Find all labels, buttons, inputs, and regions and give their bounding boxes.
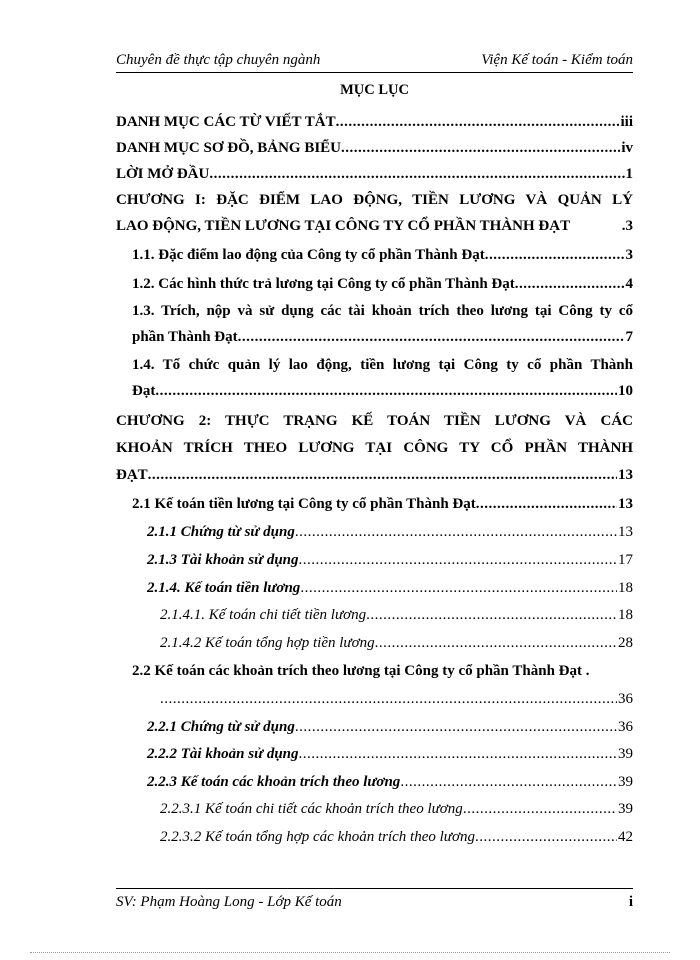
toc-label: LỜI MỞ ĐẦU <box>116 166 210 182</box>
toc-label: 2.1 Kế toán tiền lương tại Công ty cổ phần Thành Đạt <box>132 496 476 512</box>
toc-leader <box>299 549 617 571</box>
toc-label: 2.2.1 Chứng từ sử dụng <box>147 719 295 735</box>
toc-label: 1.1. Đặc điểm lao động của Công ty cổ phần Thành Đạt <box>132 247 485 263</box>
toc-page: 42 <box>618 829 633 845</box>
toc-page: 4 <box>625 276 633 292</box>
toc-entry-2-2-2[interactable] <box>147 743 633 765</box>
header-left: Chuyên đề thực tập chuyên ngành <box>116 52 321 68</box>
toc-label: DANH MỤC CÁC TỪ VIẾT TẮT <box>116 114 336 130</box>
toc-page: 28 <box>618 635 633 651</box>
toc-leader <box>515 273 625 295</box>
header-right: Viện Kế toán - Kiểm toán <box>481 52 633 68</box>
toc-label: DANH MỤC SƠ ĐỒ, BẢNG BIỂU <box>116 140 342 156</box>
toc-leader <box>375 632 617 654</box>
toc-label: LAO ĐỘNG, TIỀN LƯƠNG TẠI CÔNG TY CỔ PHẦN THÀNH ĐẠT <box>116 218 571 234</box>
toc-entry-1-4-line-1[interactable]: 1.4. Tổ chức quản lý lao động, tiền lương tại Công ty cổ phần Thành <box>132 357 633 373</box>
toc-leader <box>485 244 625 266</box>
toc-entry-2-1-3[interactable] <box>147 549 633 571</box>
toc-title: MỤC LỤC <box>340 82 409 98</box>
toc-entry-2-1-1[interactable] <box>147 521 633 543</box>
toc-chapter-1[interactable] <box>116 215 633 237</box>
toc-label: ĐẠT <box>116 467 148 483</box>
toc-leader <box>155 380 617 402</box>
toc-entry-1-2[interactable] <box>132 273 633 295</box>
toc-chapter-2-line-2[interactable]: KHOẢN TRÍCH THEO LƯƠNG TẠI CÔNG TY CỔ PHẦN THÀNH <box>116 440 633 456</box>
toc-entry-loi-mo-dau[interactable] <box>116 163 633 185</box>
toc-leader <box>295 716 617 738</box>
toc-label: 2.2 Kế toán các khoản trích theo lương tại Công ty cổ phần Thành Đạt . <box>132 663 590 679</box>
footer-page-number: i <box>628 894 633 910</box>
toc-label: 2.1.4.1. Kế toán chi tiết tiền lương <box>160 607 367 623</box>
toc-entry-2-2-1[interactable] <box>147 716 633 738</box>
toc-entry-2-2-line-1[interactable] <box>132 660 633 682</box>
toc-entry-2-1-4-1[interactable] <box>160 604 633 626</box>
toc-entry-2-2-3-2[interactable] <box>160 826 633 848</box>
toc-leader <box>476 493 617 515</box>
toc-leader <box>400 771 617 793</box>
toc-leader <box>160 688 617 710</box>
toc-leader <box>336 111 620 133</box>
toc-leader <box>341 137 620 159</box>
toc-leader <box>463 798 617 820</box>
toc-leader <box>299 743 617 765</box>
toc-label: 2.2.3.1 Kế toán chi tiết các khoản trích theo lương <box>160 801 463 817</box>
toc-page: iii <box>620 114 633 130</box>
toc-label: 2.2.3 Kế toán các khoản trích theo lương <box>147 774 401 790</box>
toc-entry-1-3[interactable] <box>132 326 633 348</box>
toc-label: 1.2. Các hình thức trả lương tại Công ty cổ phần Thành Đạt <box>132 276 515 292</box>
toc-page: .3 <box>621 218 633 234</box>
toc-page: 13 <box>618 524 633 540</box>
toc-label: 2.2.3.2 Kế toán tổng hợp các khoản trích theo lương <box>160 829 475 845</box>
toc-entry-2-1-4[interactable] <box>147 577 633 599</box>
toc-page: 36 <box>618 691 633 707</box>
toc-page: 13 <box>618 467 633 483</box>
toc-leader <box>209 163 624 185</box>
toc-entry-1-3-line-1[interactable]: 1.3. Trích, nộp và sử dụng các tài khoản trích theo lương tại Công ty cổ <box>132 303 633 319</box>
toc-page: 10 <box>618 383 633 399</box>
toc-label: 2.2.2 Tài khoản sử dụng <box>147 746 299 762</box>
toc-entry-so-do[interactable] <box>116 137 633 159</box>
toc-label: 2.1.1 Chứng từ sử dụng <box>147 524 295 540</box>
toc-page: 36 <box>618 719 633 735</box>
toc-page: 18 <box>618 580 633 596</box>
toc-leader <box>148 464 617 486</box>
toc-label: Đạt <box>132 383 156 399</box>
toc-entry-2-2-3-1[interactable] <box>160 798 633 820</box>
toc-entry-2-2-3[interactable] <box>147 771 633 793</box>
page-footer <box>116 892 633 912</box>
toc-page: 1 <box>625 166 633 182</box>
toc-chapter-2-line-1[interactable]: CHƯƠNG 2: THỰC TRẠNG KẾ TOÁN TIỀN LƯƠNG VÀ CÁC <box>116 413 633 429</box>
toc-page: 39 <box>618 746 633 762</box>
toc-leader <box>300 577 617 599</box>
toc-entry-2-1-4-2[interactable] <box>160 632 633 654</box>
toc-entry-1-4[interactable] <box>132 380 633 402</box>
toc-page: 7 <box>625 329 633 345</box>
toc-page: 3 <box>625 247 633 263</box>
toc-chapter-2[interactable] <box>116 464 633 486</box>
footer-author: SV: Phạm Hoàng Long - Lớp Kế toán <box>116 894 342 910</box>
toc-label: 2.1.4. Kế toán tiền lương <box>147 580 301 596</box>
toc-entry-1-1[interactable] <box>132 244 633 266</box>
toc-label: 2.1.3 Tài khoản sử dụng <box>147 552 299 568</box>
toc-label: 2.1.4.2 Kế toán tổng hợp tiền lương <box>160 635 375 651</box>
toc-page: 39 <box>618 774 633 790</box>
toc-leader <box>295 521 617 543</box>
toc-entry-viet-tat[interactable] <box>116 111 633 133</box>
toc-page: 39 <box>618 801 633 817</box>
toc-leader <box>366 604 617 626</box>
toc-leader <box>238 326 625 348</box>
toc-entry-2-2[interactable] <box>160 688 633 710</box>
toc-label: phần Thành Đạt <box>132 329 238 345</box>
toc-entry-2-1[interactable] <box>132 493 633 515</box>
toc-chapter-1-line-1[interactable]: CHƯƠNG I: ĐẶC ĐIỂM LAO ĐỘNG, TIỀN LƯƠNG VÀ QUẢN LÝ <box>116 192 633 208</box>
toc-leader <box>475 826 617 848</box>
toc-page: 13 <box>618 496 633 512</box>
header-rule <box>116 72 633 73</box>
page-header <box>116 50 633 70</box>
toc-page: 18 <box>618 607 633 623</box>
page-bottom-border <box>30 952 670 953</box>
toc-page: iv <box>621 140 633 156</box>
footer-rule <box>116 888 633 889</box>
toc-page: 17 <box>618 552 633 568</box>
